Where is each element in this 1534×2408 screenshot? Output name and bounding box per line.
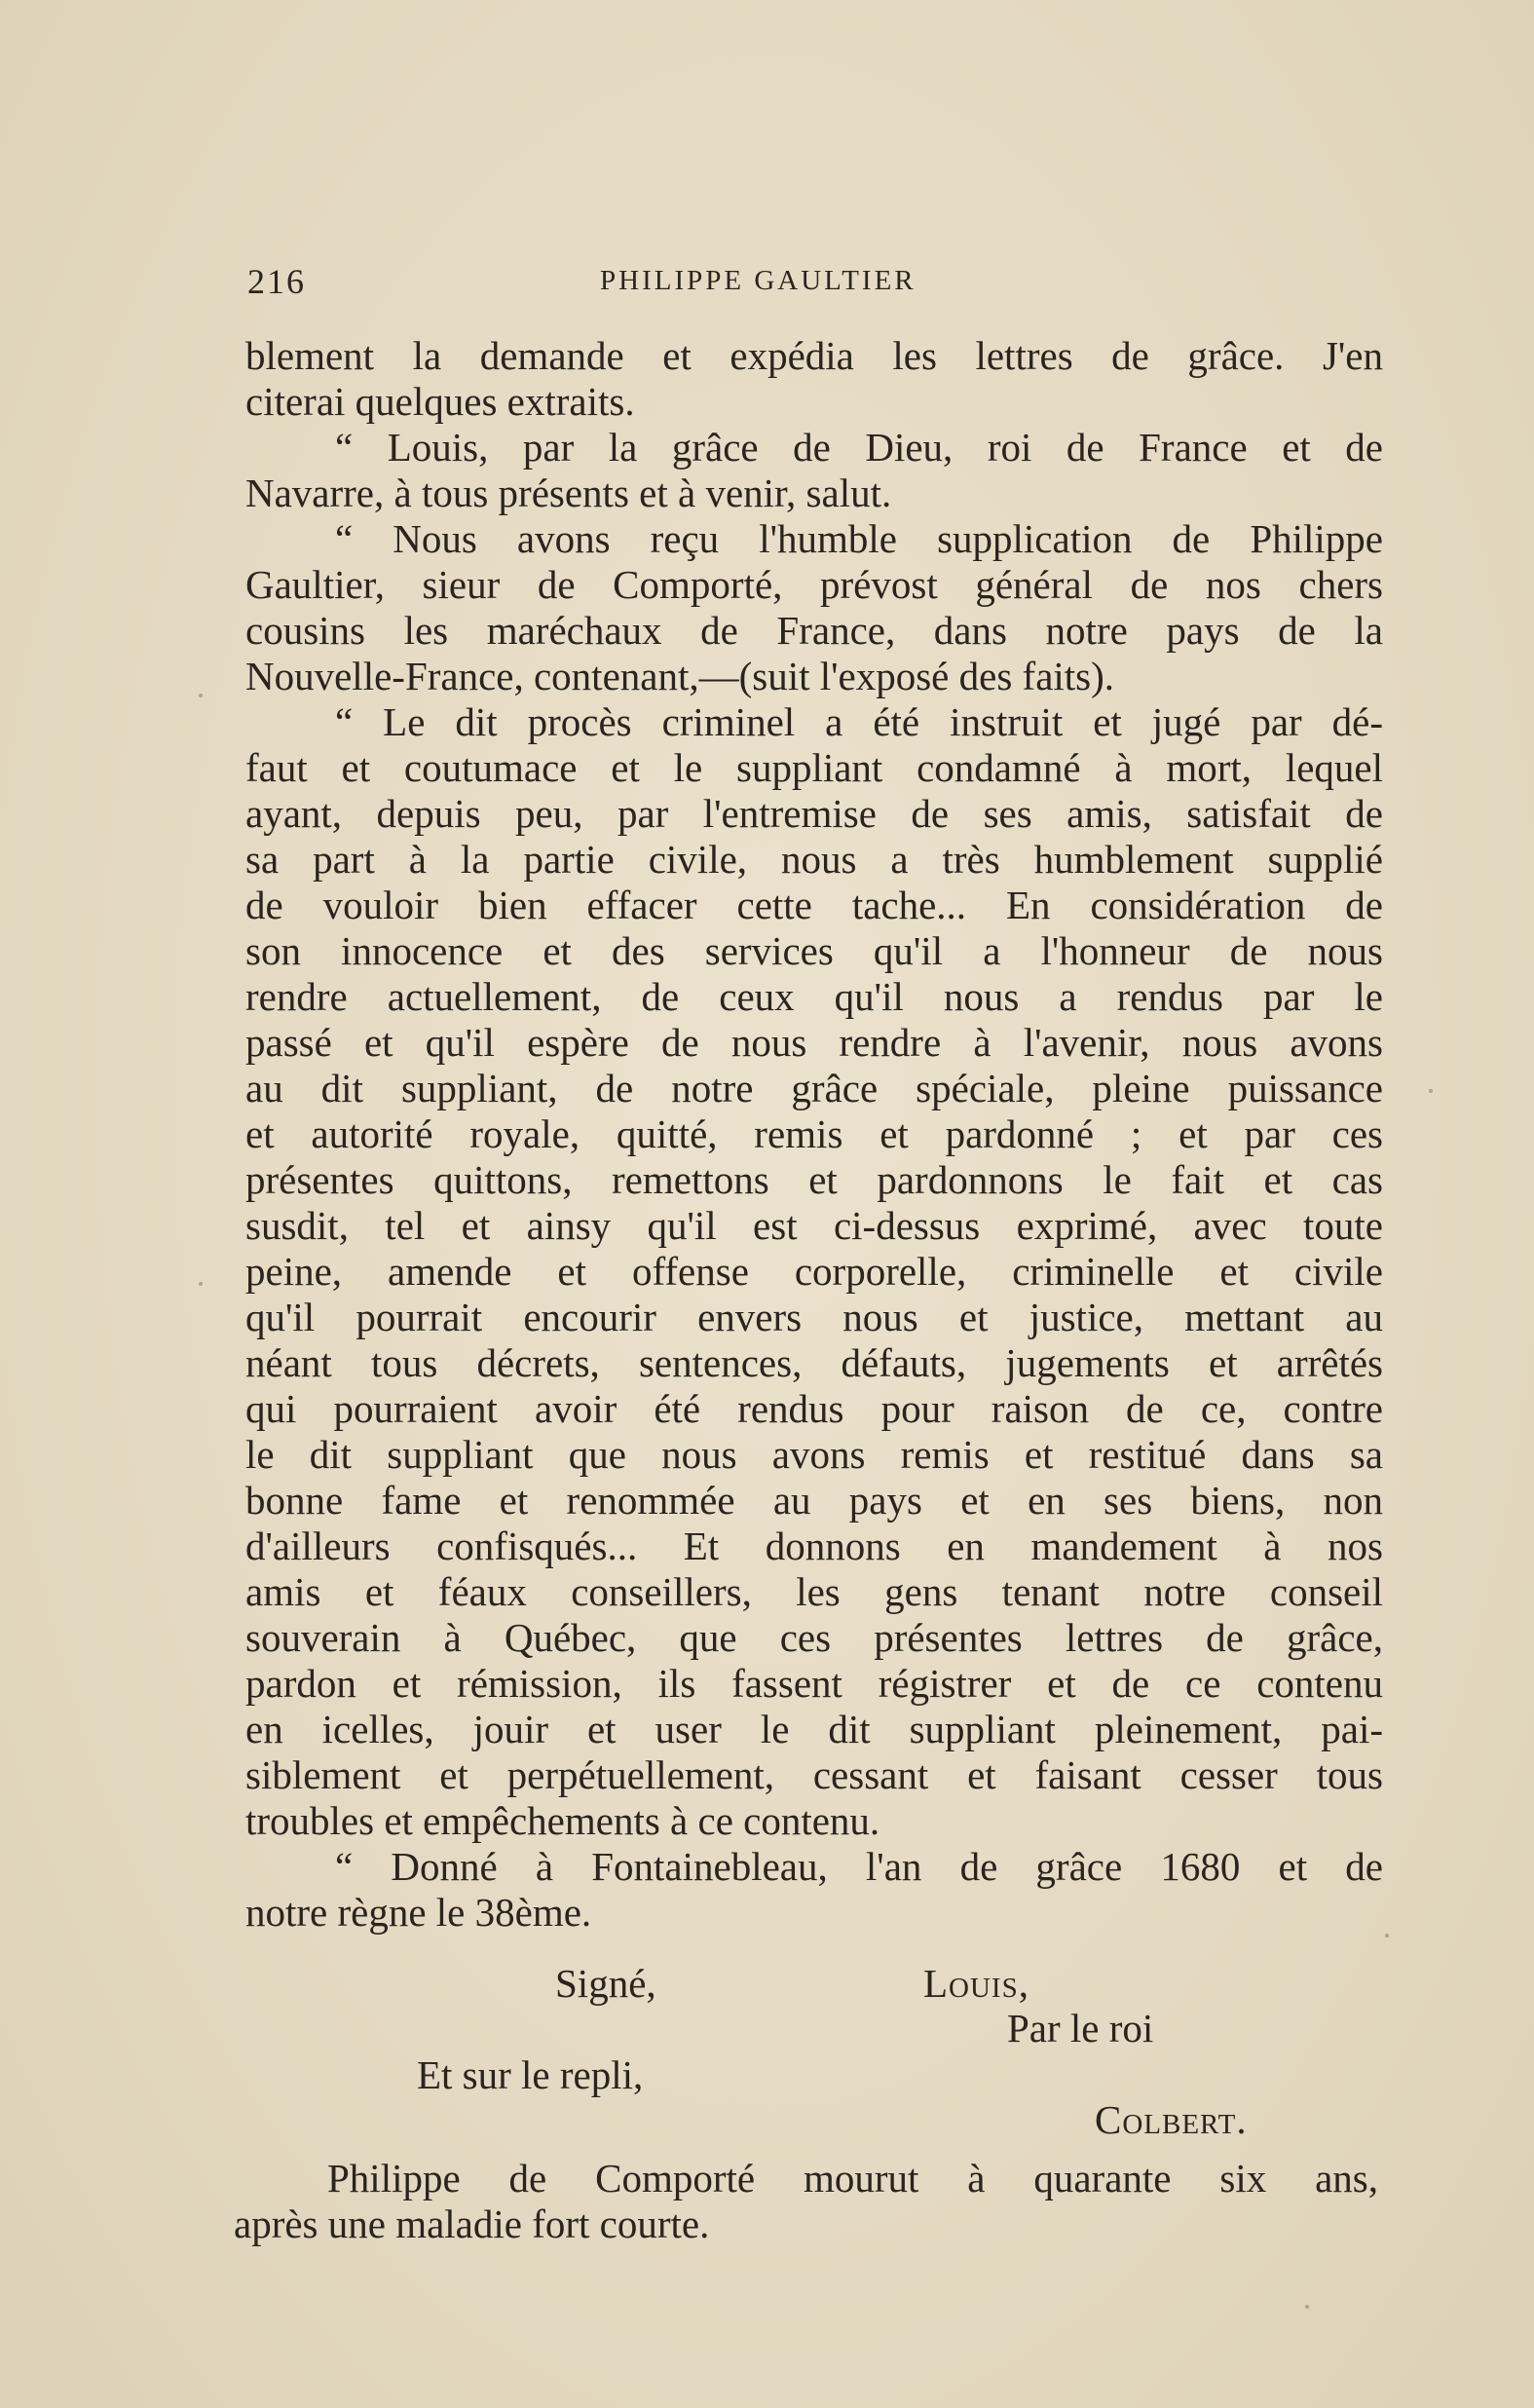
signature-signe: Signé, [555,1961,656,2006]
running-head [247,261,1377,304]
text-line: néant tous décrets, sentences, défauts, jugements et arrêtés [245,1340,1383,1385]
text-line: et autorité royale, quitté, remis et pardonné ; et par ces [245,1111,1383,1156]
text-line: Gaultier, sieur de Comporté, prévost général de nos chers [245,562,1383,607]
text-line: de vouloir bien effacer cette tache... En considération de [245,883,1383,927]
text-line: pardon et rémission, ils fassent régistrer et de ce contenu [245,1661,1383,1706]
text-line: rendre actuellement, de ceux qu'il nous a rendus par le [245,974,1383,1019]
paper-speck [199,694,203,697]
page-number: 216 [247,262,306,301]
text-line: “ Le dit procès criminel a été instruit et jugé par dé- [335,699,1383,744]
paper-speck [199,1282,203,1286]
text-line: Philippe de Comporté mourut à quarante six ans, [327,2156,1378,2201]
closing-paragraph [234,2155,1378,2246]
text-line: cousins les maréchaux de France, dans notre pays de la [245,608,1383,653]
text-line: faut et coutumace et le suppliant condamné à mort, lequel [245,745,1383,790]
text-line: au dit suppliant, de notre grâce spéciale, pleine puissance [245,1066,1383,1110]
text-line: sa part à la partie civile, nous a très humblement supplié [245,837,1383,882]
text-line: “ Louis, par la grâce de Dieu, roi de France et de [335,425,1383,470]
text-line: d'ailleurs confisqués... Et donnons en mandement à nos [245,1524,1383,1568]
text-line: susdit, tel et ainsy qu'il est ci-dessus exprimé, avec toute [245,1203,1383,1248]
text-line: Navarre, à tous présents et à venir, salut. [245,470,892,515]
signature-sur-le-repli: Et sur le repli, [417,2052,644,2097]
text-line: “ Donné à Fontainebleau, l'an de grâce 1680 et de [335,1844,1383,1889]
text-line: en icelles, jouir et user le dit suppliant pleinement, pai- [245,1707,1383,1751]
text-line: bonne fame et renommée au pays et en ses biens, non [245,1478,1383,1523]
text-line: troubles et empêchements à ce contenu. [245,1798,880,1843]
signature-par-le-roi: Par le roi [1007,2006,1154,2051]
paper-speck [1429,1089,1433,1093]
text-line: son innocence et des services qu'il a l'honneur de nous [245,928,1383,973]
text-line: peine, amende et offense corporelle, criminelle et civile [245,1249,1383,1294]
signature-colbert: Colbert. [1095,2097,1248,2142]
paper-speck [1385,1934,1389,1938]
text-line: “ Nous avons reçu l'humble supplication de Philippe [335,516,1383,561]
text-line: blement la demande et expédia les lettres de grâce. J'en [245,333,1383,378]
text-line: après une maladie fort courte. [234,2201,710,2246]
signature-louis: Louis, [923,1961,1029,2006]
text-line: Nouvelle-France, contenant,—(suit l'exposé des faits). [245,654,1115,698]
running-title: PHILIPPE GAULTIER [600,265,917,296]
text-line: qui pourraient avoir été rendus pour raison de ce, contre [245,1386,1383,1431]
text-line: souverain à Québec, que ces présentes lettres de grâce, [245,1615,1383,1660]
text-line: notre règne le 38ème. [245,1890,592,1935]
text-line: ayant, depuis peu, par l'entremise de ses amis, satisfait de [245,791,1383,836]
text-line: le dit suppliant que nous avons remis et restitué dans sa [245,1432,1383,1477]
text-line: qu'il pourrait encourir envers nous et justice, mettant au [245,1295,1383,1339]
paper-speck [1305,2305,1309,2309]
text-line: amis et féaux conseillers, les gens tenant notre conseil [245,1569,1383,1614]
text-line: présentes quittons, remettons et pardonnons le fait et cas [245,1157,1383,1202]
text-line: passé et qu'il espère de nous rendre à l'avenir, nous avons [245,1020,1383,1065]
main-text [245,333,1383,1936]
text-line: siblement et perpétuellement, cessant et faisant cesser tous [245,1752,1383,1797]
text-line: citerai quelques extraits. [245,379,635,424]
